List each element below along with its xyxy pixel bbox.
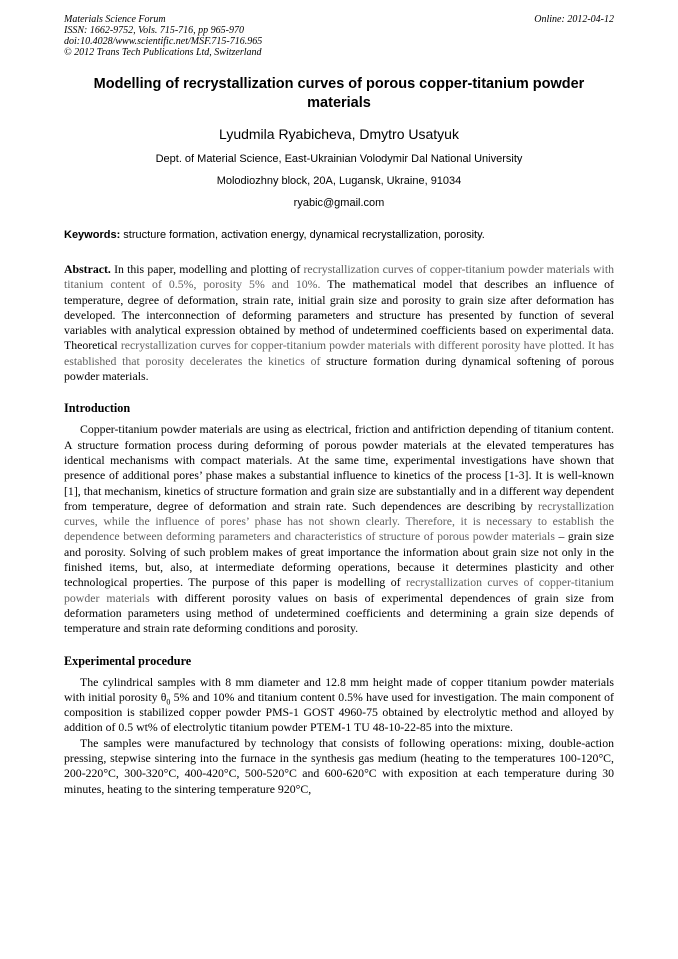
abstract-text-4: recrystallization curves for copper-titanium powder materials with different porosity have plotted. It has established that porosity decelerates the kinetics of	[64, 338, 614, 368]
experimental-heading: Experimental procedure	[64, 653, 192, 668]
doi-line: doi:10.4028/www.scientific.net/MSF.715-716.965	[64, 36, 263, 47]
intro-text-1: Copper-titanium powder materials are using as electrical, friction and antifriction depending of titanium content. A structure formation process during deforming of porous powder materials at the elevated temperatures has identical mechanisms with compact materials. At the same time, experimental investigations have shown that presence of additional pores’ phase makes a substantial influence to kinetics of the process [1-3]. It is well-known [1], that mechanism, kinetics of structure formation and grain size are substantially and in a different way dependent from temperature, degree of deformation and strain rate. Such dependences are describing by	[64, 422, 614, 513]
experimental-paragraph-2: The samples were manufactured by technology that consists of following operations: mixing, double-action pressing, stepwise sintering into the furnace in the synthesis gas medium (heating to the temperatures 100-120°C, 200-220°C, 300-320°C, 400-420°C, 500-520°C and 600-620°C with exposition at each temperature during 30 minutes, heating to the sintering temperature 920°C,	[64, 735, 614, 796]
keywords-label: Keywords:	[64, 229, 121, 241]
paper-page	[64, 14, 614, 797]
exp-text-1a: The cylindrical samples with 8 mm diameter and 12.8 mm height made of copper titanium powder materials with initial porosity θ	[64, 674, 614, 704]
copyright-line: © 2012 Trans Tech Publications Ltd, Switzerland	[64, 47, 262, 58]
abstract-text-1: In this paper, modelling and plotting of	[110, 262, 304, 276]
keywords-text: structure formation, activation energy, dynamical recrystallization, porosity.	[120, 229, 485, 241]
experimental-paragraph-1	[64, 675, 614, 736]
abstract-text-2: recrystallization curves of copper-titanium powder materials with titanium content of 0.5%, porosity 5% and 10%.	[64, 262, 615, 292]
intro-text-3: – grain size and porosity. Solving of such problem makes of great importance the information about grain size not only in the finished items, but, also, at intermediate deforming operations, because it determines plasticity and other technological properties. The purpose of this paper is modelling of	[64, 529, 615, 590]
affiliation-dept: Dept. of Material Science, East-Ukrainian Volodymir Dal National University	[155, 153, 523, 165]
journal-meta	[64, 14, 262, 58]
exp-text-1b: 5% and 10% and titanium content 0.5% have used for investigation. The main component of composition is stabilized copper powder PMS-1 GOST 4960-75 obtained by electrolytic method and alloyed by addition of 0.5 wt% of electrolytic titanium powder PTEM-1 TU 48-10-22-85 into the mixture.	[64, 689, 614, 735]
page-header	[64, 14, 614, 58]
keywords	[64, 228, 614, 242]
issn-line: ISSN: 1662-9752, Vols. 715-716, pp 965-970	[64, 25, 244, 36]
abstract-text-3: The mathematical model that describes an influence of temperature, degree of deformation, strain rate, initial grain size and porosity to grain size after deformation has developed. The interconnection of deforming parameters and structure has presented by function of several variables with analytical expression obtained by method of undetermined coefficients based on experimental data. Theoretical	[64, 277, 614, 353]
journal-name: Materials Science Forum	[64, 14, 166, 25]
online-date: Online: 2012-04-12	[534, 14, 614, 25]
intro-text-2: recrystallization curves, while the influence of pores’ phase has not shown clearly. Therefore, it is necessary to establish the dependence between deforming parameters and characteristics of structure of porous powder materials	[64, 498, 614, 544]
abstract-label: Abstract.	[64, 262, 111, 276]
intro-text-5: with different porosity values on basis of experimental dependences of grain size from deformation parameters using method of undetermined coefficients and determining a grain size depends of temperature and strain rate deforming conditions and porosity.	[64, 590, 614, 636]
introduction-heading: Introduction	[64, 401, 131, 416]
paper-authors: Lyudmila Ryabicheva, Dmytro Usatyuk	[219, 126, 459, 142]
theta-subscript: 0	[166, 697, 171, 707]
abstract-text-5: structure formation during dynamical softening of porous powder materials.	[64, 353, 614, 384]
abstract	[64, 262, 614, 384]
author-email: ryabic@gmail.com	[293, 197, 385, 209]
paper-title: Modelling of recrystallization curves of porous copper-titanium powder materials	[93, 76, 585, 111]
introduction-paragraph	[64, 422, 614, 636]
affiliation-address: Molodiozhny block, 20A, Lugansk, Ukraine, 91034	[216, 175, 462, 187]
intro-text-4: recrystallization curves of copper-titanium powder materials	[64, 575, 614, 605]
